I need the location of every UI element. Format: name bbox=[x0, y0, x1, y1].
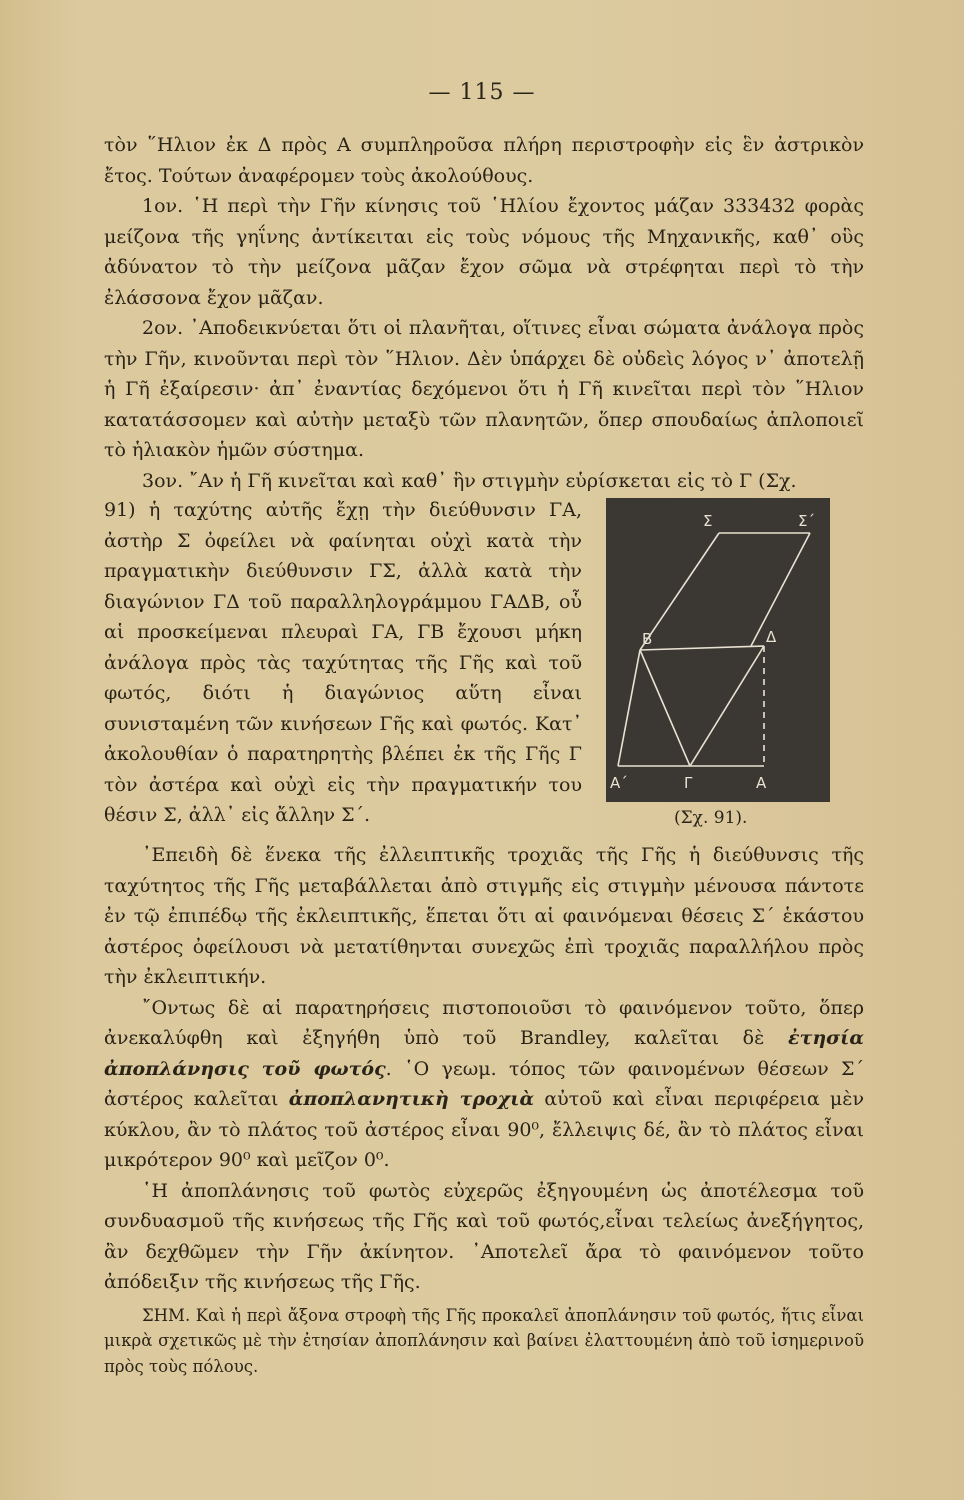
paragraph-5-c: αὐτοῦ καὶ εἶναι περιφέρεια μὲν κύκλου, ἂν τὸ πλάτος τοῦ ἀστέρος εἶναι 90⁰, ἔλλειψις δέ, ἂν τὸ πλάτος εἶναι μικρότερον 90⁰ καὶ μεῖζον 0⁰. bbox=[104, 1088, 864, 1171]
term-aberration-orbit: ἀποπλανητικὴ τροχιὰ bbox=[288, 1088, 535, 1110]
paragraph-5-a: ῎Οντως δὲ αἱ παρατηρήσεις πιστοποιοῦσι τὸ φαινόμενον τοῦτο, ὅπερ ἀνεκαλύφθη καὶ ἐξηγήθη ὑπὸ τοῦ Brandley, καλεῖται δὲ bbox=[104, 996, 864, 1049]
paragraph-6: ῾Η ἀποπλάνησις τοῦ φωτὸς εὐχερῶς ἐξηγουμένη ὡς ἀποτέλεσμα τοῦ συνδυασμοῦ τῆς κινήσεως τῆς Γῆς καὶ τοῦ φωτός,εἶναι τελείως ἀνεξήγητος, ἂν δεχθῶμεν τὴν Γῆν ἀκίνητον. ᾿Αποτελεῖ ἄρα τὸ φαινόμενον τοῦτο ἀπόδειξιν τῆς κινήσεως τῆς Γῆς. bbox=[104, 1179, 864, 1293]
intro-paragraph: τὸν ῞Ηλιον ἐκ Δ πρὸς Α συμπληροῦσα πλήρη περιστροφὴν εἰς ἓν ἀστρικὸν ἔτος. Τούτων ἀναφέρομεν τοὺς ἀκολούθους. bbox=[104, 134, 864, 187]
line-left bbox=[618, 650, 640, 766]
line-right-upper bbox=[751, 533, 810, 646]
paragraph-3-first-line: 3ον. ῎Αν ἡ Γῆ κινεῖται καὶ καθ᾽ ἣν στιγμὴν εὑρίσκεται εἰς τὸ Γ (Σχ. bbox=[142, 469, 797, 492]
label-s: Σ bbox=[703, 512, 713, 530]
line-cross bbox=[640, 646, 764, 650]
figure-91 bbox=[606, 498, 830, 802]
page-number: — 115 — bbox=[428, 80, 536, 105]
label-d: Δ bbox=[766, 628, 777, 646]
parallelogram-diagram bbox=[606, 498, 830, 802]
paragraph-5 bbox=[104, 993, 864, 1176]
note-text: ΣΗΜ. Καὶ ἡ περὶ ἄξονα στροφὴ τῆς Γῆς προκαλεῖ ἀποπλάνησιν τοῦ φωτός, ἥτις εἶναι μικρὰ σχετικῶς μὲ τὴν ἐτησίαν ἀποπλάνησιν καὶ βαίνει ἐλαττουμένη ἀπὸ τοῦ ἰσημερινοῦ πρὸς τοὺς πόλους. bbox=[104, 1305, 864, 1376]
text-block-lower bbox=[104, 840, 864, 1298]
text-block-upper bbox=[104, 130, 864, 496]
label-g: Γ bbox=[684, 774, 693, 792]
paragraph-4: ᾿Επειδὴ δὲ ἕνεκα τῆς ἐλλειπτικῆς τροχιᾶς τῆς Γῆς ἡ διεύθυνσις τῆς ταχύτητος τῆς Γῆς μεταβάλλεται ἀπὸ στιγμῆς εἰς στιγμὴν μένουσα πάντοτε ἐν τῷ ἐπιπέδῳ τῆς ἐκλειπτικῆς, ἕπεται ὅτι αἱ φαινόμεναι θέσεις Σ΄ ἑκάστου ἀστέρος ὀφείλουσι νὰ μετατίθηνται συνεχῶς ἐπὶ τροχιᾶς παραλλήλου πρὸς τὴν ἐκλειπτικήν. bbox=[104, 844, 864, 988]
figure-caption: (Σχ. 91). bbox=[674, 808, 748, 828]
line-bc bbox=[640, 650, 690, 766]
paragraph-3-wrapped: 91) ἡ ταχύτης αὐτῆς ἔχῃ τὴν διεύθυνσιν ΓΑ, ἀστὴρ Σ ὀφείλει νὰ φαίνηται οὐχὶ κατὰ τὴν πραγματικὴν διεύθυνσιν ΓΣ, ἀλλὰ κατὰ τὴν διαγώνιον ΓΔ τοῦ παραλληλογράμμου ΓΑΔΒ, οὗ αἱ προσκείμεναι πλευραὶ ΓΑ, ΓΒ ἔχουσι μήκη ἀνάλογα πρὸς τὰς ταχύτητας τῆς Γῆς καὶ τοῦ φωτός, διότι ἡ διαγώνιος αὕτη εἶναι συνισταμένη τῶν κινήσεων Γῆς καὶ φωτός. Κατ᾽ ἀκολουθίαν ὁ παρατηρητὴς βλέπει ἐκ τῆς Γῆς Γ τὸν ἀστέρα καὶ οὐχὶ εἰς τὴν πραγματικήν του θέσιν Σ, ἀλλ᾽ εἰς ἄλλην Σ΄. bbox=[104, 499, 582, 826]
paragraph-2: 2ον. ᾿Αποδεικνύεται ὅτι οἱ πλανῆται, οἵτινες εἶναι σώματα ἀνάλογα πρὸς τὴν Γῆν, κινοῦνται περὶ τὸν ῞Ηλιον. Δὲν ὑπάρχει δὲ οὐδεὶς λόγος ν᾽ ἀποτελῇ ἡ Γῆ ἐξαίρεσιν· ἀπ᾽ ἐναντίας δεχόμενοι ὅτι ἡ Γῆ κινεῖται περὶ τὸν ῞Ηλιον κατατάσσομεν καὶ αὐτὴν μεταξὺ τῶν πλανητῶν, ὅπερ σπουδαίως ἁπλοποιεῖ τὸ ἡλιακὸν ἡμῶν σύστημα. bbox=[104, 317, 864, 461]
label-s-prime: Σ΄ bbox=[798, 512, 815, 530]
label-a: Α bbox=[756, 774, 767, 792]
paragraph-5-b: . ῾Ο γεωμ. τόπος τῶν φαινομένων θέσεων Σ΄ ἀστέρος καλεῖται bbox=[104, 1057, 864, 1110]
term-annual-aberration: ἐτησία ἀποπλάνησις τοῦ φωτός bbox=[104, 1027, 864, 1080]
paragraph-1: 1ον. ῾Η περὶ τὴν Γῆν κίνησις τοῦ ῾Ηλίου ἔχοντος μάζαν 333432 φορὰς μείζονα τῆς γηΐνης ἀντίκειται εἰς τοὺς νόμους τῆς Μηχανικῆς, καθ᾽ οὓς ἀδύνατον τὸ τὴν μείζονα μᾶζαν ἔχον σῶμα νὰ στρέφηται περὶ τὸ τὴν ἐλάσσονα ἔχον μᾶζαν. bbox=[104, 195, 864, 309]
label-a-prime: Α΄ bbox=[610, 774, 628, 792]
label-b: Β bbox=[642, 630, 653, 648]
line-diagonal bbox=[690, 646, 764, 766]
footnote bbox=[104, 1286, 864, 1396]
